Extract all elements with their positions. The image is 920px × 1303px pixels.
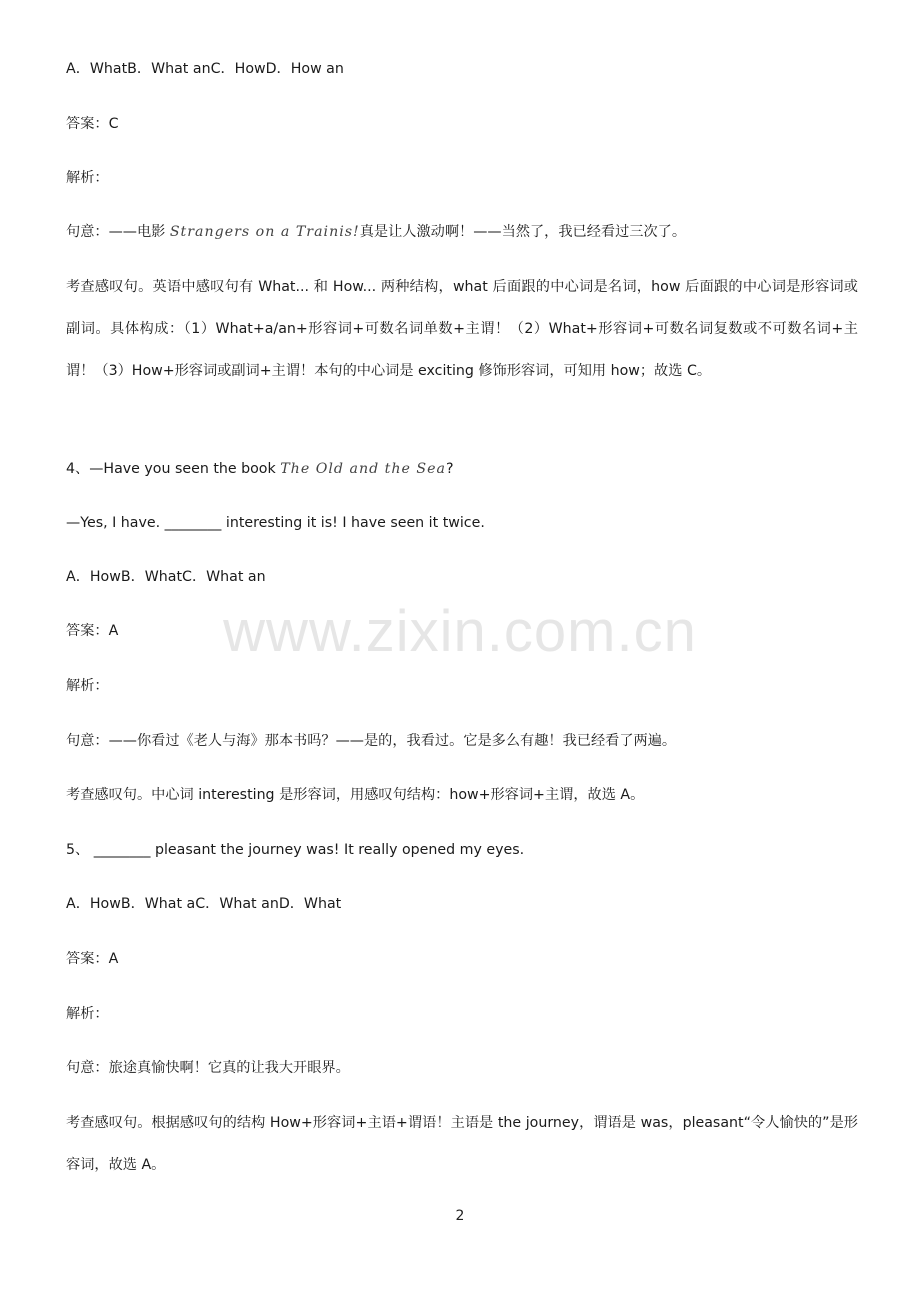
q5-meaning: 句意：旅途真愉快啊！它真的让我大开眼界。 <box>66 1060 350 1076</box>
q3-film-title: Strangers on a Trainis! <box>169 224 360 240</box>
q4-explanation: 考查感叹句。中心词 interesting 是形容词，用感叹句结构：how+形容词+主谓，故选 A。 <box>66 787 645 803</box>
q4-stem-post: ? <box>446 461 454 477</box>
q5-options: A．HowB．What aC．What anD．What <box>66 896 342 912</box>
q3-meaning-post: 真是让人激动啊！——当然了，我已经看过三次了。 <box>359 224 687 240</box>
watermark-text: www.zixin.com.cn <box>223 599 697 664</box>
q5-explanation: 考查感叹句。根据感叹句的结构 How+形容词+主语+谓语！主语是 the journey，谓语是 was，pleasant“令人愉快的”是形容词，故选 A。 <box>66 1115 858 1173</box>
q5-stem: 5、 ________ pleasant the journey was! It really opened my eyes. <box>66 842 525 858</box>
q3-answer: 答案：C <box>66 116 119 132</box>
q3-options: A．WhatB．What anC．HowD．How an <box>66 61 344 77</box>
q5-analysis-label: 解析： <box>66 1006 109 1022</box>
q3-explanation: 考查感叹句。英语中感叹句有 What... 和 How... 两种结构，what 后面跟的中心词是名词，how 后面跟的中心词是形容词或副词。具体构成：（1）What+a/an+形容词+可数名词单数+主谓！（2）What+形容词+可数名词复数或不可数名词+主谓！（3）How+形容词或副词+主谓！本句的中心词是 exciting 修饰形容词，可知用 how；故选 C。 <box>66 279 858 379</box>
q4-book-title: The Old and the Sea <box>280 461 446 477</box>
q4-reply: —Yes, I have. ________ interesting it is! I have seen it twice. <box>66 515 485 531</box>
q3-analysis-label: 解析： <box>66 170 109 186</box>
q3-meaning <box>66 222 856 242</box>
q4-stem <box>66 459 856 479</box>
q4-answer: 答案：A <box>66 623 119 639</box>
q5-answer: 答案：A <box>66 951 119 967</box>
q3-meaning-pre: 句意：——电影 <box>66 224 170 240</box>
q4-meaning: 句意：——你看过《老人与海》那本书吗？——是的，我看过。它是多么有趣！我已经看了两遍。 <box>66 733 677 749</box>
q4-options: A．HowB．WhatC．What an <box>66 569 266 585</box>
q4-analysis-label: 解析： <box>66 678 109 694</box>
page-number: 2 <box>455 1208 465 1224</box>
q4-stem-pre: 4、—Have you seen the book <box>66 461 281 477</box>
